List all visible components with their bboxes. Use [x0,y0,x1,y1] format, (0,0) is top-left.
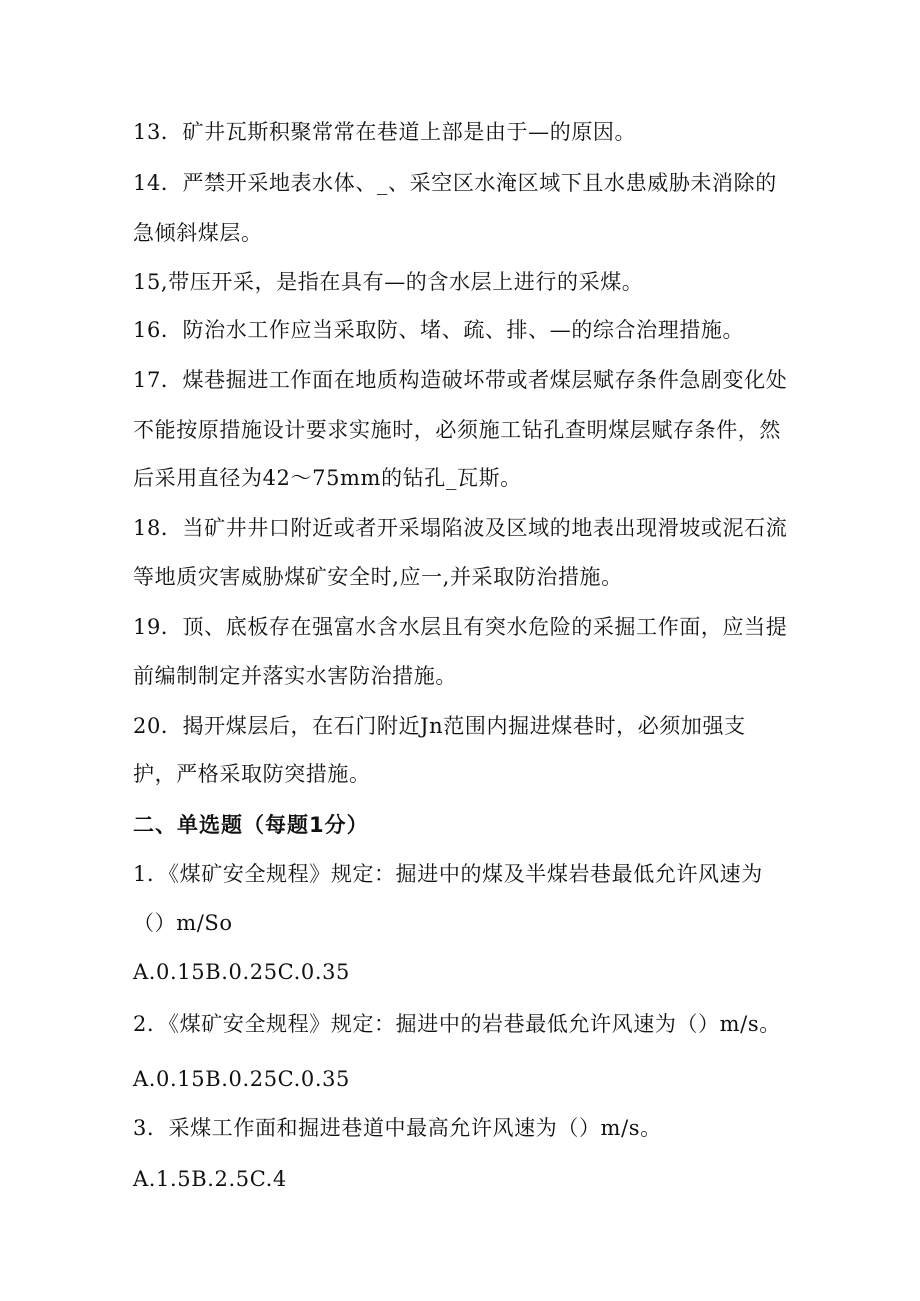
choice-1-question-line-1: 1．《煤矿安全规程》规定：掘进中的煤及半煤岩巷最低允许风速为 [133,862,763,886]
question-17-line-3: 后采用直径为42～75mm的钻孔_瓦斯。 [133,466,522,490]
question-17-line-2: 不能按原措施设计要求实施时，必须施工钻孔查明煤层赋存条件，然 [133,418,781,442]
question-16-line-1: 16．防治水工作应当采取防、堵、疏、排、—的综合治理措施。 [133,318,745,342]
question-18-line-1: 18．当矿井井口附近或者开采塌陷波及区域的地表出现滑坡或泥石流 [133,516,788,540]
question-19-line-2: 前编制制定并落实水害防治措施。 [133,664,457,688]
choice-3-question-line-1: 3．采煤工作面和掘进巷道中最高允许风速为（）m/s。 [133,1116,662,1140]
question-20-line-2: 护，严格采取防突措施。 [133,762,371,786]
choice-2-question-line-1: 2．《煤矿安全规程》规定：掘进中的岩巷最低允许风速为（）m/s。 [133,1012,781,1036]
choice-1-question-line-2: （）m/So [133,911,233,935]
question-20-line-1: 20．揭开煤层后，在石门附近Jn范围内掘进煤巷时，必须加强支 [133,714,746,738]
choice-1-options: A.0.15B.0.25C.0.35 [133,960,351,984]
question-14-line-1: 14．严禁开采地表水体、_、采空区水淹区域下且水患威胁未消除的 [133,171,777,195]
question-19-line-1: 19．顶、底板存在强富水含水层且有突水危险的采掘工作面，应当提 [133,615,788,639]
section-heading: 二、单选题（每题1分） [133,813,369,837]
question-15-line-1: 15,带压开采，是指在具有—的含水层上进行的采煤。 [133,270,644,294]
question-18-line-2: 等地质灾害威胁煤矿安全时,应一,并采取防治措施。 [133,565,623,589]
choice-2-options: A.0.15B.0.25C.0.35 [133,1067,351,1091]
question-17-line-1: 17．煤巷掘进工作面在地质构造破坏带或者煤层赋存条件急剧变化处 [133,368,788,392]
choice-3-options: A.1.5B.2.5C.4 [133,1167,287,1191]
question-13-line-1: 13．矿井瓦斯积聚常常在巷道上部是由于—的原因。 [133,120,637,144]
question-14-line-2: 急倾斜煤层。 [133,221,263,245]
